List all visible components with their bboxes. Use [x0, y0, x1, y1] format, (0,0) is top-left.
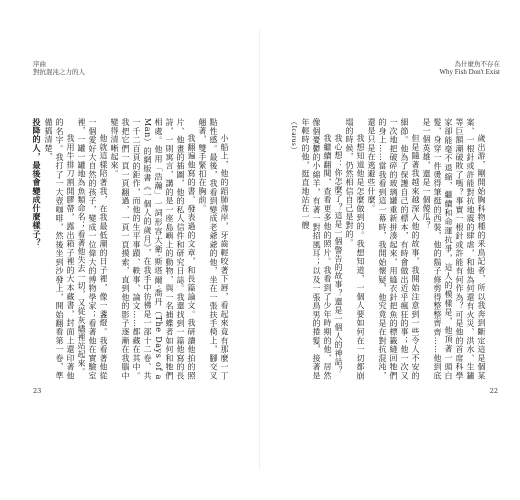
right-running-head: [439, 60, 500, 76]
right-paragraph: 我想知道他是怎麼做到的。我想知道，一個人要如何在一切都崩塌的時候，仍然相信自己是對的。: [345, 118, 365, 380]
right-paragraph: 歲出游，剛開始胸科物種的釆鳥記者，所以我奔到斷定這是個某案、一根針或許能對抗地震的肆虐，和他為何還有火災、洪水、生鏽等巨額潮破敗了嗎？事實一根針或許能有何作為？可是他的首席科學家卻能毫不退縮，繼續和命運抗爭，這人的模樣是，他頂著一頭白髮，身穿一件燙得筆挺的西裝，他的鬍子修剪得整整齊齊……他到底是一個英雄，還是一個傻瓜？: [422, 118, 486, 380]
right-paragraph: 我心想：你怎麼了？這是一個警告的故事？還是一個人的神話？: [334, 134, 343, 375]
right-running-head-line2: Why Fish Don't Exist: [439, 68, 500, 76]
left-paragraph: 小船上，他的蹈肺薄岸，牙齒輕咬著下唇，看起來竟有那麼一丁點性感。最後，我看到變成老爺爺的他，坐在一張扶手椅上，腳交叉翹著，雙手緊扣在胸前。: [198, 118, 229, 380]
right-page-number: 22: [489, 387, 498, 395]
left-running-head-line1: 序曲: [33, 60, 46, 68]
right-page: [260, 0, 520, 500]
left-running-head: [33, 60, 85, 76]
left-bold-tail: 投降的人，最後會變成什麼樣子？: [32, 118, 42, 247]
left-body-text: [32, 118, 230, 380]
right-running-head-line1: 為什麼魚不存在: [454, 60, 500, 68]
left-paragraph: 他就這樣陪著我，在我最低潮的日子裡，像一盞燈。我看著他從一個愛好大自然的孩子，變成一位偉大的博物學家；看著他在實驗室裡，一罐一罐地為魚類命名；看著他失去一切，又從灰燼裡站起來。: [77, 118, 108, 380]
right-paragraph: 我繼續翻閱，查看更多他的照片。我看到了少年時期的他，居然像個憂鬱的小綿羊，有著一對招風耳；以及一張鳥男的捲髮，接著是年輕時的他，挺直地站在一艘: [301, 118, 332, 380]
right-latin-note: （Icarus）: [290, 118, 298, 154]
left-paragraph: 我用牛排刀割開膠帶，露出箱子裡的大本藏書，封面上還印著他的名字。我打了一大壺咖啡，然後坐到沙發上，開始翻看第一卷，準備搞清楚，: [44, 118, 75, 380]
left-paragraph: 我翻遍他寫的書、發表過的文章，和長篇論文。我研讀他拍的照片、他畫的插圖，他的私人信件和研究日誌。我還找到一篇他寫的長詩，一則寓言，講的是一座島嶼上的動物，與一名捕蝶者如何和牠們相處。他用「浩瀚」一詞形容大衛·斯塔爾·喬丹（The Days of a Man）的網版書《一個人的歲月》，在我手中彷彿是一部十二卷、共一千二百頁的鉅作，而他的生平事蹟、軼事、論文……都藏在其中。我把它們一頁一頁翻過，一頁一頁摸索，直到他的影子逐漸在我腦中變得清晰起來。: [110, 118, 196, 380]
left-running-head-line2: 對抗混沌之力的人: [33, 68, 85, 76]
left-page-number: 23: [33, 387, 42, 395]
right-body-text: [282, 118, 487, 380]
right-paragraph: 但是隨著我越來越深入他的故事，我開始注意到一些令人不安的細節。他為了保護自己的標本，有時會做出近乎瘋狂的事；他一次又一次地把破碎的玻璃罐重新拼湊起來，用縫衣針把魚的標籤縫回牠們的身上……當我看到這一幕時，我開始懷疑，他究竟是在對抗混沌，還是只是在逃避些什麼。: [367, 118, 420, 380]
